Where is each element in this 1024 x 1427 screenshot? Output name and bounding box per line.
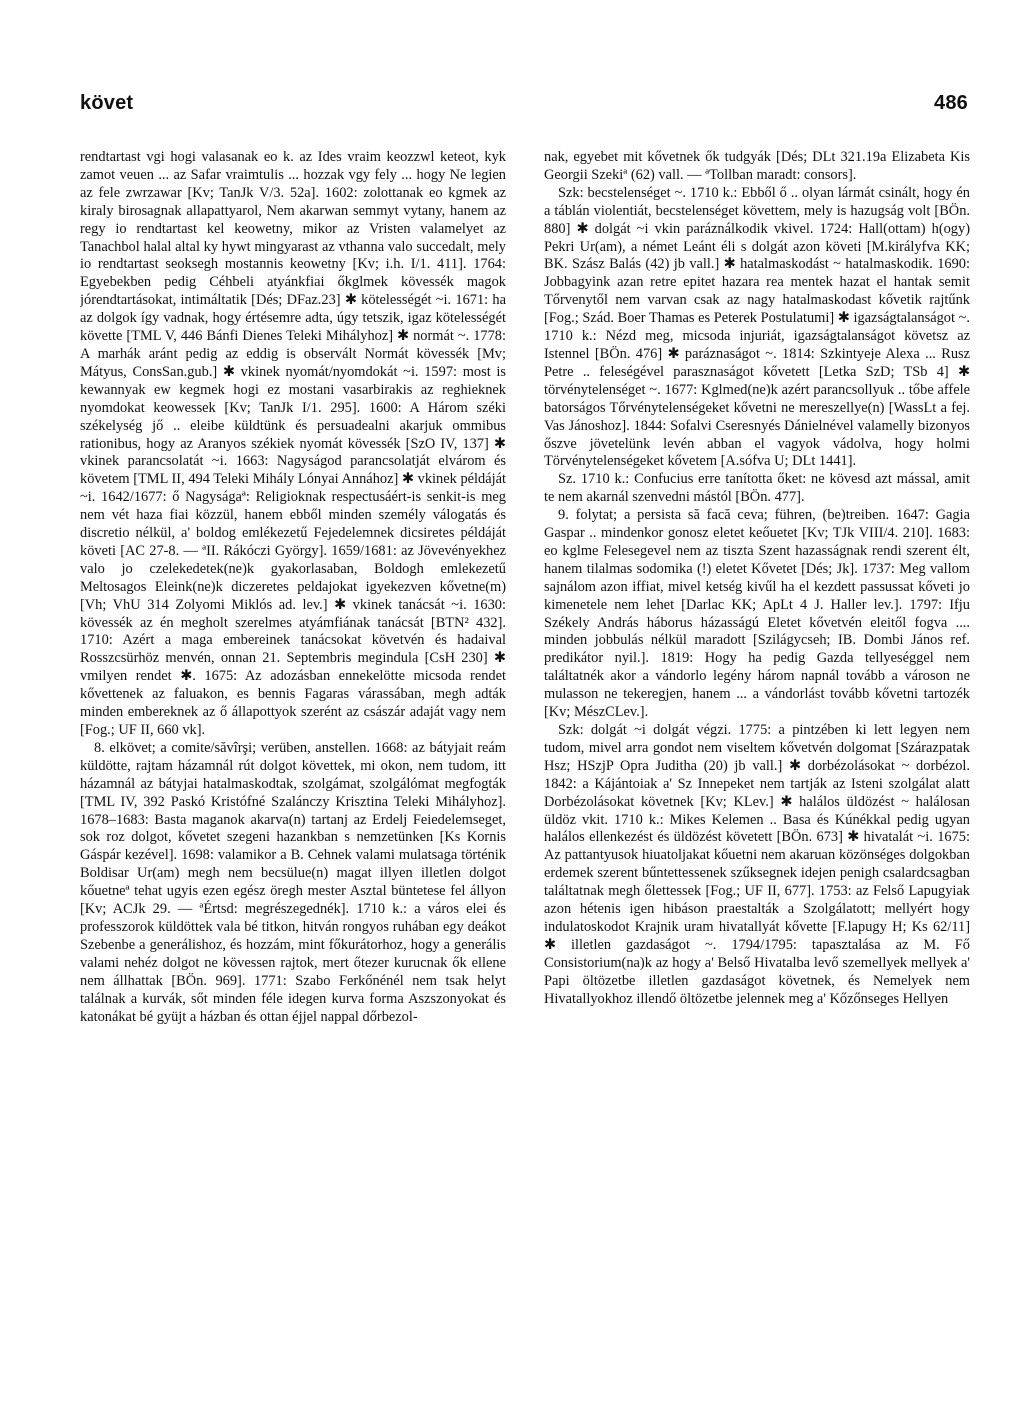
page-number: 486 — [934, 92, 968, 114]
running-headword: követ — [80, 92, 134, 114]
page-header — [80, 92, 968, 115]
left-paragraph: rendtartast vgi hogi valasanak eo k. az Ides vraim keozzwl keteot, kyk zamot veuen ... az Safar vraimtulis ... hozzak vgy fely ... hogy Ne legien az fele zwrzawar [Kv; TanJk V/3. 52a]. 1602: zolottanak eo kgmek az kiraly birosagnak allapattyarol, Nem akarwan semmyt vytany, hanem az regy io rendtartast kel keowetny, mikor az Vristen valamelyet az Tanachbol halal altal ky hywt mingyarast az vthanna valo succedalt, mely io rendtartast seoksegh mostannis keowetny [Kv; i.h. I/1. 411]. 1764: Egyebekben pedig Céhbeli atyánkfiai őkglmek kövessék magok jórendtartásokat, intimáltatik [Dés; DFaz.23] ✱ kötelességét ~i. 1671: ha az dolgok így vadnak, hogy értésemre adta, úgy tetszik, igaz kötelességét követte [TML V, 446 Bánfi Dienes Teleki Mihályhoz] ✱ normát ~. 1778: A marhák aránt pedig az eddig is observált Normát kövessék [Mv; Mátyus, ConsSan.gub.] ✱ vkinek nyomát/nyomdokát ~i. 1597: most is kewannyak ew kegmek hogi ez mostani vasarbirakis az reghieknek nyomdokat keowessek [Kv; TanJk I/1. 295]. 1600: A Három széki székelység jő .. eleibe küldtünk és persuadealni akarjuk ommibus rationibus, hogy az Aranyos székiek nyomát kövessék [SzO IV, 137] ✱ vkinek parancsolatát ~i. 1663: Nagyságod parancsolatját elvárom és követem [TML II, 494 Teleki Mihály Lónyai Annához] ✱ vkinek példáját ~i. 1642/1677: ő Nagyságaª: Religioknak respectusáért-is senkit-is meg nem vét haza fiai közzül, hanem ebből minden személy válogatás és discretio nélkül, a' boldog emlékezetű Fejedelemnek dicsiretes példáját követi [AC 27-8. — ªII. Rákóczi György]. 1659/1681: az Jövevényekhez valo jo czelekedetek(ne)k gyakorlasaban, Boldogh emlekezetű Meltosagos Eleink(ne)k diczeretes peldajokat igyekezven kővetne(m) [Vh; VhU 314 Zolyomi Miklós ad. lev.] ✱ vkinek tanácsát ~i. 1630: kövessék az én megholt szerelmes atyámfiának tanácsát [BTN² 432]. 1710: Azért a maga embereinek tanácsokat követvén és hadaival Rosszcsürhöz menvén, onnan 21. Septembris megindula [CsH 230] ✱ vmilyen rendet ✱. 1675: Az adozásban ennekelötte micsoda rendet kővettenek az faluakon, es bennis Fagaras várassában, megh adták minden embereknek az ő állapottyok szerént az császár adaját vagy nem [Fog.; UF II, 660 vk]. — [80, 149, 506, 738]
right-paragraph: Szk: dolgát ~i dolgát végzi. 1775: a pintzében ki lett legyen nem tudom, mivel arra gondot nem viseltem kővetvén dolgomat [Szárazpatak Hsz; HSzjP Opra Juditha (20) jb vall.] ✱ dorbézolásokat ~ dorbézol. 1842: a Kájántoiak a' Sz Innepeket nem tartják az Isteni szolgálat alatt Dorbézolásokat követnek [Kv; KLev.] ✱ halálos üldözést ~ halálosan üldöz vkit. 1710 k.: Mikes Kelemen .. Basa és Kúnékkal pedig ugyan halálos ellenkezést és üldözést követett [BÖn. 673] ✱ hivatalát ~i. 1675: Az pattantyusok hiuatoljakat kőuetni nem akaruan közönséges dolgokban erdemek szerent bűntettessenek szűksegnek idejen penigh csalardcsagban találtatnak megh őlettessek [Fog.; UF II, 677]. 1753: az Felső Lapugyiak azon hétenis igen hibáson praestalták a Szolgálatott; mellyért hogy indulatoskodot Krajnik uram hivatallyát kővette [F.lapugy H; Ks 62/11] ✱ illetlen gazdaságot ~. 1794/1795: tapasztalása az M. Fő Consistorium(na)k az hogy a' Belső Hivatalba levő szemellyek mellyek a' Papi öltözetbe illetlen gazdaságot követnek, és Nemelyek nem Hivatallyokhoz illendő öltözetbe jelennek meg a' Kőzőnseges Hellyen — [544, 722, 970, 1007]
two-column-body — [80, 149, 970, 1409]
right-column — [544, 149, 970, 1409]
right-paragraph: nak, egyebet mit kővetnek ők tudgyák [Dés; DLt 321.19a Elizabeta Kis Georgii Szekiª (62) vall. — ªTollban maradt: consors]. — [544, 149, 970, 183]
left-paragraph: 8. elkövet; a comite/săvîrşi; verüben, anstellen. 1668: az bátyjait reám küldötte, rajtam házamnál rút dolgot követtek, mi okon, nem tudom, itt házamnál az bátyjai hatalmaskodtak, szolgámat, szolgálómat megfogták [TML IV, 392 Paskó Kristófné Szalánczy Krisztina Teleki Mihályhoz]. 1678–1683: Basta maganok akarva(n) tartanj az Erdelj Feiedelemseget, sok roz dolgot, kővetet szegeni hazankban s nemzetünken [Ks Kornis Gáspár kezével]. 1698: valamikor a B. Cehnek valami mulatsaga történik Boldisar Ur(am) megh nem becsülue(n) magat illyen illetlen dolgot kőuetneª tehat ugyis ezen egész öregh mester Asztal büntetese fel állyon [Kv; ACJk 29. — ªÉrtsd: megrészegednék]. 1710 k.: a város elei és professzorok küldöttek vala bé titkon, hitván rongyos ruhában egy deákot Szebenbe a generálishoz, és hozzám, mint főkurátorhoz, hogy a generális valami nehéz dolgot ne kövessen rajtok, mert őtezer kurucnak ők ellene nem állhattak [BÖn. 969]. 1771: Szabo Ferkőnénél nem tsak helyt találnak a kurvák, sőt minden féle idegen kurva forma Aszszonyokat és katonákat bé gyüjt a házban és ottan éjjel nappal dőrbezol- — [80, 739, 506, 1025]
right-paragraph: Sz. 1710 k.: Confucius erre tanította őket: ne kövesd azt mással, amit te nem akarnál szenvedni mástól [BÖn. 477]. — [544, 471, 970, 506]
right-paragraph: Szk: becstelenséget ~. 1710 k.: Ebből ő .. olyan lármát csinált, hogy én a táblán violentiát, becstelenséget követtem, mely is hazugság volt [BÖn. 880] ✱ dolgát ~i vkin paráználkodik vkivel. 1724: Hall(ottam) h(ogy) Pekri Ur(am), a német Leánt éli s dolgát azon követi [M.királyfva KK; BK. Szász Balás (42) jb vall.] ✱ hatalmaskodást ~ hatalmaskodik. 1690: Jobbagyink azan retre epitet hazara rea mentek hazat el hantak semit Tőrvenytől nem varvan csak az nagy hatalmaskodast kővetik rajtűnk [Fog.; Szád. Boer Thamas es Peterek Postulatumi] ✱ igazságtalanságot ~. 1710 k.: Nézd meg, micsoda injuriát, igazságtalanságot követsz az Istennel [BÖn. 476] ✱ paráznaságot ~. 1814: Szkintyeje Alexa ... Rusz Petre .. feleségével parasznaságot kővetett [Letka SzD; TSb 4] ✱ törvénytelenséget ~. 1677: Kglmed(ne)k azért parancsollyuk .. tőbe affele batorságos Tőrvénytelenségeket kővetni ne mereszellye(n) [WassLt a fej. Vas Jánoshoz]. 1844: Sofalvi Cseresnyés Dánielnével valamelly bizonyos őszve jövetelünk levén abban el vagyok vádolva, hogy holmi Törvénytelenségeket kővetem [A.sófva U; DLt 1441]. — [544, 184, 970, 470]
right-paragraph: 9. folytat; a persista să facă ceva; führen, (be)treiben. 1647: Gagia Gaspar .. mindenkor gonosz eletet keőuetet [Kv; TJk VIII/4. 210]. 1683: eo kglme Felesegevel nem az tiszta Szent hazasságnak rendi szerent élt, hanem tilalmas sodomika (!) eletet Kővetet [Dés; Jk]. 1737: Meg vallom sajnálom azon iffiat, mivel ketség kivűl ha el kezdett passussat kőveti jo kimenetele nem lehet [Darlac KK; ApLt 4 J. Haller lev.]. 1797: Ifju Székely András háborus házasságú Eletet kővetvén eleitől fogva .... minden jobbulás nélkül maradott [Szilágycseh; IB. Dombi János ref. predikátor nyil.]. 1819: Hogy ha pedig Gazda tellyeséggel nem találtatnék akor a vándorlo legény három napnál tovább a városon ne mulasson ne tekeregjen, hanem ... a vándorlást tovább kővetni tartozék [Kv; MészCLev.]. — [544, 507, 970, 721]
left-column — [80, 149, 506, 1409]
